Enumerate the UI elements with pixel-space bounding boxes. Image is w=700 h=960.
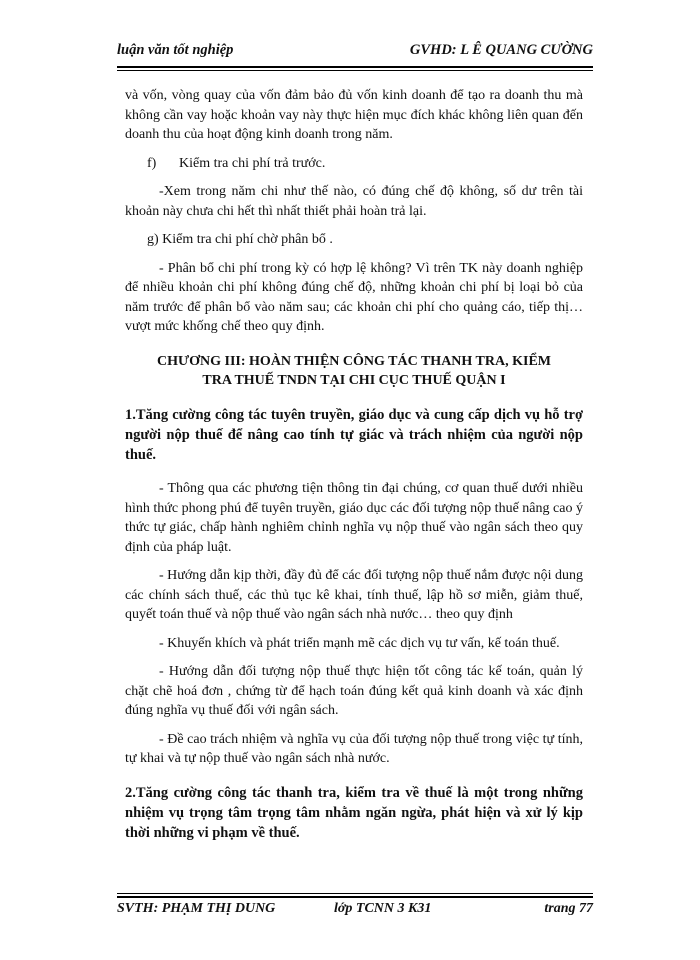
header-rule-thin: [117, 70, 593, 71]
bullet-4: - Hướng dẫn đối tượng nộp thuế thực hiện tốt công tác kế toán, quản lý chặt chẽ hoá đơn , chứng từ để hạch toán đúng kết quả kinh doanh và xác định đúng nghĩa vụ thuế đối với ngân sách.: [125, 664, 583, 718]
paragraph-intro: và vốn, vòng quay của vốn đảm bảo đủ vốn kinh doanh để tạo ra doanh thu mà không cần vay hoặc khoản vay này thực hiện mục đích khác không liên quan đến doanh thu của hoạt động kinh doanh trong năm.: [125, 88, 583, 142]
paragraph-allocation: - Phân bổ chi phí trong kỳ có hợp lệ không? Vì trên TK này doanh nghiệp để nhiều khoản chi phí không đúng chế độ, những khoản chi phí bị loại bỏ của năm trước để phân bổ vào năm sau; các khoản chi phí cho quảng cáo, tiếp thị… vượt mức khống chế theo quy định.: [125, 260, 583, 334]
item-f-label: f): [147, 155, 157, 171]
section-heading-2: 2.Tăng cường công tác thanh tra, kiểm tra về thuế là một trong những nhiệm vụ trọng tâm trọng tâm nhằm ngăn ngừa, phát hiện và xử lý kịp thời những vi phạm về thuế.: [125, 784, 583, 841]
page-header: [117, 42, 593, 68]
header-rule-thick: [117, 66, 593, 68]
item-f-text: Kiểm tra chi phí trả trước.: [179, 155, 326, 171]
footer-class: lớp TCNN 3 K31: [334, 901, 432, 916]
footer-student: SVTH: PHẠM THỊ DUNG: [117, 901, 276, 916]
bullet-3: - Khuyến khích và phát triển mạnh mẽ các dịch vụ tư vấn, kế toán thuế.: [159, 635, 560, 651]
document-body: [125, 86, 583, 857]
header-advisor: GVHD: L Ê QUANG CƯỜNG: [409, 42, 593, 58]
item-f: [125, 154, 583, 174]
bullet-1: - Thông qua các phương tiện thông tin đại chúng, cơ quan thuế dưới nhiều hình thức phong phú để tuyên truyền, giáo dục các đối tượng nộp thuế nâng cao ý thức tự giác, chấp hành nghiêm chỉnh nghĩa vụ nộp thuế vào ngân sách theo quy định của pháp luật.: [125, 481, 583, 555]
paragraph-prepaid: -Xem trong năm chi như thế nào, có đúng chế độ không, số dư trên tài khoản này chưa chi hết thì nhất thiết phải hoàn trả lại.: [125, 184, 583, 219]
item-g: g) Kiểm tra chi phí chờ phân bổ .: [147, 232, 333, 247]
page-footer: [117, 901, 593, 923]
chapter-title: CHƯƠNG III: HOÀN THIỆN CÔNG TÁC THANH TRA, KIỂM TRA THUẾ TNDN TẠI CHI CỤC THUẾ QUẬN I: [157, 353, 551, 388]
footer-rule-thin: [117, 893, 593, 894]
bullet-5: - Đề cao trách nhiệm và nghĩa vụ của đối tượng nộp thuế trong việc tự tính, tự khai và tự nộp thuế vào ngân sách nhà nước.: [125, 731, 583, 766]
footer-rule-thick: [117, 896, 593, 898]
bullet-2: - Hướng dẫn kịp thời, đầy đủ để các đối tượng nộp thuế nắm được nội dung các chính sách thuế, các thủ tục kê khai, tính thuế, lập hồ sơ miễn, giảm thuế, quyết toán thuế và nộp thuế vào ngân sách nhà nước… theo quy định: [125, 568, 583, 622]
section-heading-1: 1.Tăng cường công tác tuyên truyền, giáo dục và cung cấp dịch vụ hỗ trợ người nộp thuế để nâng cao tính tự giác và trách nhiệm của người nộp thuế.: [125, 406, 583, 463]
footer-page-number: trang 77: [544, 901, 593, 916]
header-thesis-label: luận văn tốt nghiệp: [117, 42, 234, 58]
